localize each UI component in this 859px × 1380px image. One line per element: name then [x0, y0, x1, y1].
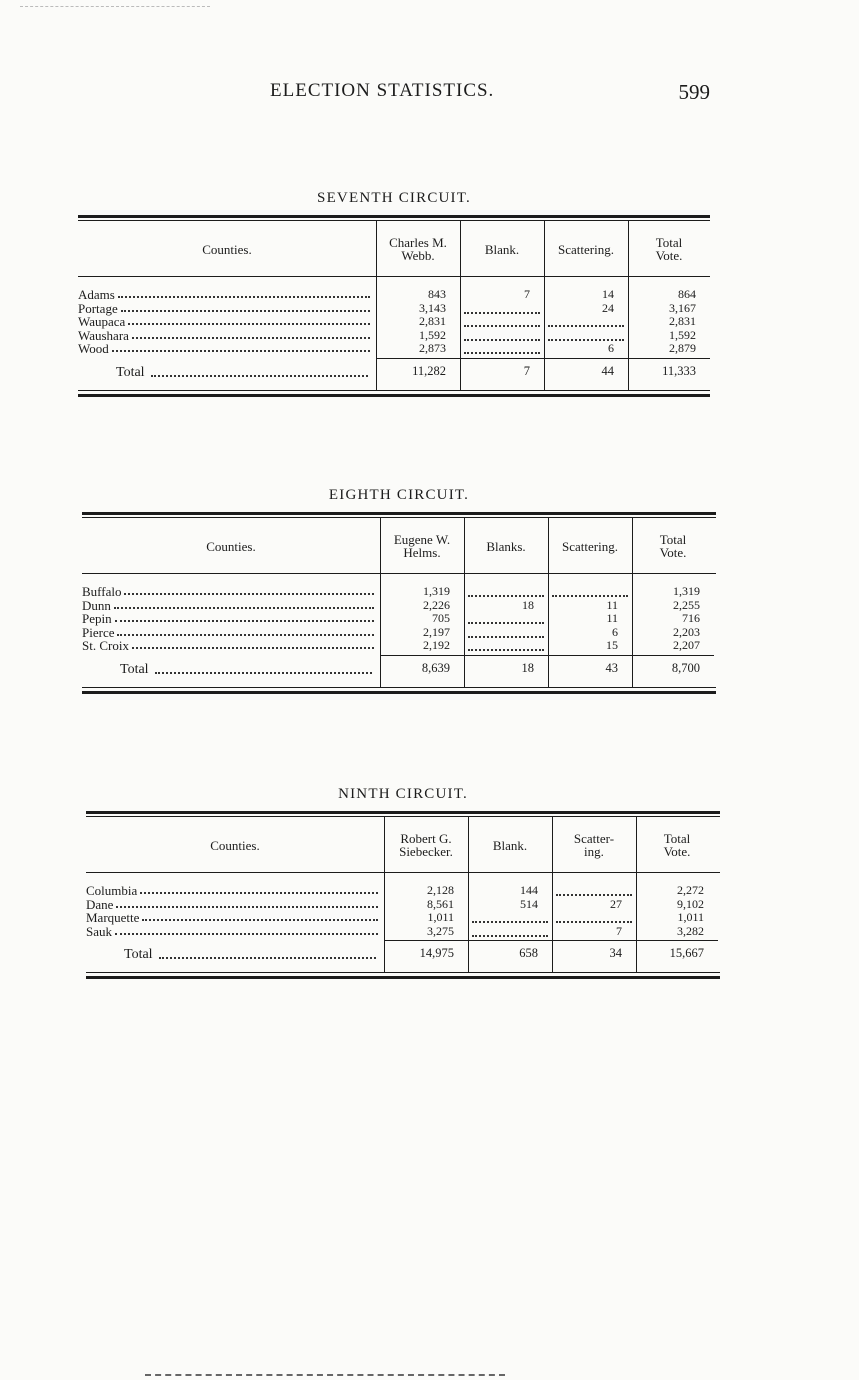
total-cell: 34 — [609, 946, 622, 960]
column-header — [632, 519, 714, 573]
table-cell: 15 — [606, 638, 618, 652]
table-cell: 14 — [602, 287, 614, 301]
table-top-rule — [86, 811, 720, 814]
county-label: Waushara — [78, 327, 129, 343]
table-cell: 2,272 — [677, 883, 704, 897]
table-cell: 514 — [520, 896, 538, 911]
county-name — [86, 898, 378, 911]
table-cell: 3,275 — [427, 923, 454, 938]
table-top-rule-inner — [78, 220, 710, 221]
column-header-line: Eugene W. — [393, 532, 451, 547]
county-label: Portage — [78, 300, 118, 316]
table-cell: 7 — [616, 923, 622, 938]
leader-dots — [132, 337, 370, 339]
table-top-rule — [82, 512, 716, 515]
column-header-line: Siebecker. — [399, 844, 453, 859]
county-name — [82, 626, 374, 639]
total-text: Total — [124, 947, 153, 962]
table-cell: 6 — [608, 341, 614, 355]
total-cell: 658 — [519, 946, 538, 960]
county-name — [82, 612, 374, 625]
total-cell: 44 — [601, 363, 614, 378]
table-cell: 2,197 — [423, 624, 450, 639]
total-label — [116, 366, 368, 380]
table-cell: 11 — [606, 597, 618, 612]
table-cell: 2,879 — [669, 341, 696, 355]
circuit-table — [86, 786, 720, 982]
county-name — [86, 911, 378, 924]
scan-edge-mark — [20, 6, 210, 7]
empty-cell-dots — [464, 325, 540, 327]
column-header — [552, 818, 636, 872]
table-cell: 1,319 — [423, 584, 450, 598]
total-cell: 8,639 — [421, 660, 450, 675]
column-header — [82, 519, 380, 573]
circuit-title: NINTH CIRCUIT. — [338, 786, 468, 802]
leader-dots — [121, 310, 370, 312]
empty-cell-dots — [468, 595, 544, 597]
table-cell: 843 — [428, 287, 446, 301]
total-cell: 18 — [521, 660, 534, 675]
page-number: 599 — [678, 80, 710, 104]
county-label: Dunn — [82, 597, 111, 613]
county-label: Marquette — [86, 910, 140, 925]
leader-dots — [115, 620, 374, 622]
column-header-line: Scattering. — [562, 538, 618, 554]
county-name — [82, 639, 374, 652]
total-text: Total — [116, 364, 145, 380]
leader-dots — [151, 375, 368, 377]
table-cell: 1,011 — [677, 910, 704, 924]
column-header — [86, 818, 384, 872]
leader-dots — [112, 350, 370, 352]
table-cell: 2,255 — [673, 597, 700, 612]
empty-cell-dots — [548, 325, 624, 327]
leader-dots — [132, 647, 374, 649]
leader-dots — [128, 323, 370, 325]
column-header-line: Blanks. — [486, 538, 526, 554]
total-cell: 15,667 — [669, 946, 704, 960]
table-cell: 11 — [606, 611, 618, 625]
empty-cell-dots — [464, 339, 540, 341]
column-header-line: Scatter- — [573, 831, 615, 846]
empty-cell-dots — [556, 894, 632, 896]
county-label: Adams — [78, 287, 115, 302]
table-bottom-rule — [86, 972, 720, 973]
column-header-line: Vote. — [659, 545, 687, 560]
column-header — [464, 519, 548, 573]
county-label: Waupaca — [78, 314, 126, 329]
total-cell: 43 — [605, 660, 618, 675]
header-rule — [86, 872, 720, 873]
column-header-line: Robert G. — [400, 831, 452, 846]
county-name — [78, 302, 370, 315]
table-bottom-rule-outer — [82, 691, 716, 694]
empty-cell-dots — [468, 636, 544, 638]
table-cell: 2,226 — [423, 597, 450, 612]
county-label: Pierce — [82, 624, 115, 640]
table-bottom-rule-outer — [86, 976, 720, 979]
leader-dots — [142, 919, 378, 921]
table-cell: 2,873 — [419, 341, 446, 355]
running-title: ELECTION STATISTICS. — [270, 80, 495, 101]
column-header — [384, 818, 468, 872]
leader-dots — [114, 607, 374, 609]
column-header — [380, 519, 464, 573]
column-header-line: Webb. — [401, 248, 435, 263]
table-cell: 7 — [524, 287, 530, 301]
empty-cell-dots — [552, 595, 628, 597]
table-bottom-rule-outer — [78, 394, 710, 397]
table-cell: 2,207 — [673, 638, 700, 652]
table-cell: 716 — [682, 611, 700, 625]
table-cell: 24 — [602, 300, 614, 315]
column-header-line: ing. — [584, 844, 604, 859]
table-cell: 3,167 — [669, 300, 696, 315]
total-cell: 7 — [523, 363, 530, 378]
county-label: Wood — [78, 341, 109, 356]
total-rule — [384, 940, 718, 941]
header-rule — [78, 276, 710, 277]
column-header-line: Total — [655, 235, 683, 250]
leader-dots — [117, 634, 374, 636]
county-label: Buffalo — [82, 584, 122, 599]
table-cell: 27 — [610, 896, 622, 911]
column-header-line: Blank. — [484, 241, 520, 257]
column-header-line: Counties. — [210, 837, 260, 853]
leader-dots — [118, 296, 370, 298]
column-header — [628, 222, 710, 276]
column-header — [468, 818, 552, 872]
circuit-title: EIGHTH CIRCUIT. — [328, 487, 470, 503]
table-cell: 8,561 — [427, 896, 454, 911]
table-cell: 18 — [522, 597, 534, 612]
column-header-line: Vote. — [655, 248, 683, 263]
column-header — [548, 519, 632, 573]
circuit-table — [78, 190, 710, 400]
table-cell: 6 — [612, 624, 618, 639]
table-cell: 2,203 — [673, 624, 700, 639]
leader-dots — [124, 593, 374, 595]
county-label: St. Croix — [82, 638, 129, 653]
county-name — [78, 342, 370, 355]
total-cell: 11,333 — [662, 363, 696, 378]
table-cell: 3,143 — [419, 300, 446, 315]
table-bottom-rule — [82, 687, 716, 688]
circuit-title: SEVENTH CIRCUIT. — [317, 190, 471, 206]
column-header-line: Counties. — [206, 538, 256, 554]
table-cell: 864 — [678, 287, 696, 301]
total-rule — [380, 655, 714, 656]
running-head — [270, 80, 710, 106]
total-text: Total — [120, 661, 149, 677]
table-cell: 1,592 — [419, 327, 446, 342]
total-rule — [376, 358, 710, 359]
table-cell: 144 — [520, 883, 538, 897]
circuit-table — [82, 487, 716, 697]
table-bottom-rule — [78, 390, 710, 391]
table-cell: 1,319 — [673, 584, 700, 598]
table-top-rule-inner — [82, 517, 716, 518]
county-name — [86, 925, 378, 938]
total-cell: 14,975 — [419, 946, 454, 960]
column-header-line: Charles M. — [389, 235, 447, 250]
empty-cell-dots — [468, 622, 544, 624]
county-name — [86, 884, 378, 897]
table-cell: 1,011 — [427, 910, 454, 924]
column-header-line: Total — [659, 532, 687, 547]
county-name — [78, 288, 370, 301]
leader-dots — [116, 906, 378, 908]
leader-dots — [140, 892, 378, 894]
column-header — [460, 222, 544, 276]
county-name — [78, 329, 370, 342]
leader-dots — [115, 933, 378, 935]
total-cell: 8,700 — [671, 660, 700, 675]
total-cell: 11,282 — [412, 363, 446, 378]
column-header-line: Helms. — [403, 545, 441, 560]
table-cell: 2,831 — [669, 314, 696, 328]
table-cell: 2,192 — [423, 638, 450, 652]
county-label: Dane — [86, 896, 114, 912]
column-header — [78, 222, 376, 276]
column-header — [376, 222, 460, 276]
empty-cell-dots — [472, 921, 548, 923]
table-cell: 1,592 — [669, 327, 696, 342]
table-cell: 9,102 — [677, 896, 704, 911]
county-label: Sauk — [86, 923, 112, 939]
county-name — [82, 599, 374, 612]
county-label: Columbia — [86, 883, 138, 898]
empty-cell-dots — [464, 312, 540, 314]
column-header — [636, 818, 718, 872]
table-top-rule — [78, 215, 710, 218]
table-cell: 2,128 — [427, 883, 454, 897]
table-cell: 3,282 — [677, 923, 704, 938]
column-header-line: Total — [663, 831, 691, 846]
county-name — [82, 585, 374, 598]
column-header-line: Blank. — [492, 837, 528, 853]
county-label: Pepin — [82, 611, 112, 626]
table-cell: 2,831 — [419, 314, 446, 328]
column-header-line: Vote. — [663, 844, 691, 859]
empty-cell-dots — [556, 921, 632, 923]
empty-cell-dots — [472, 935, 548, 937]
header-rule — [82, 573, 716, 574]
column-header — [544, 222, 628, 276]
total-label — [120, 663, 372, 677]
leader-dots — [159, 957, 376, 959]
empty-cell-dots — [464, 352, 540, 354]
table-top-rule-inner — [86, 816, 720, 817]
leader-dots — [155, 672, 372, 674]
column-header-line: Scattering. — [558, 241, 614, 257]
county-name — [78, 315, 370, 328]
column-header-line: Counties. — [202, 241, 252, 257]
total-label — [124, 948, 376, 962]
empty-cell-dots — [468, 649, 544, 651]
footer-rule — [145, 1374, 505, 1376]
table-cell: 705 — [432, 611, 450, 625]
